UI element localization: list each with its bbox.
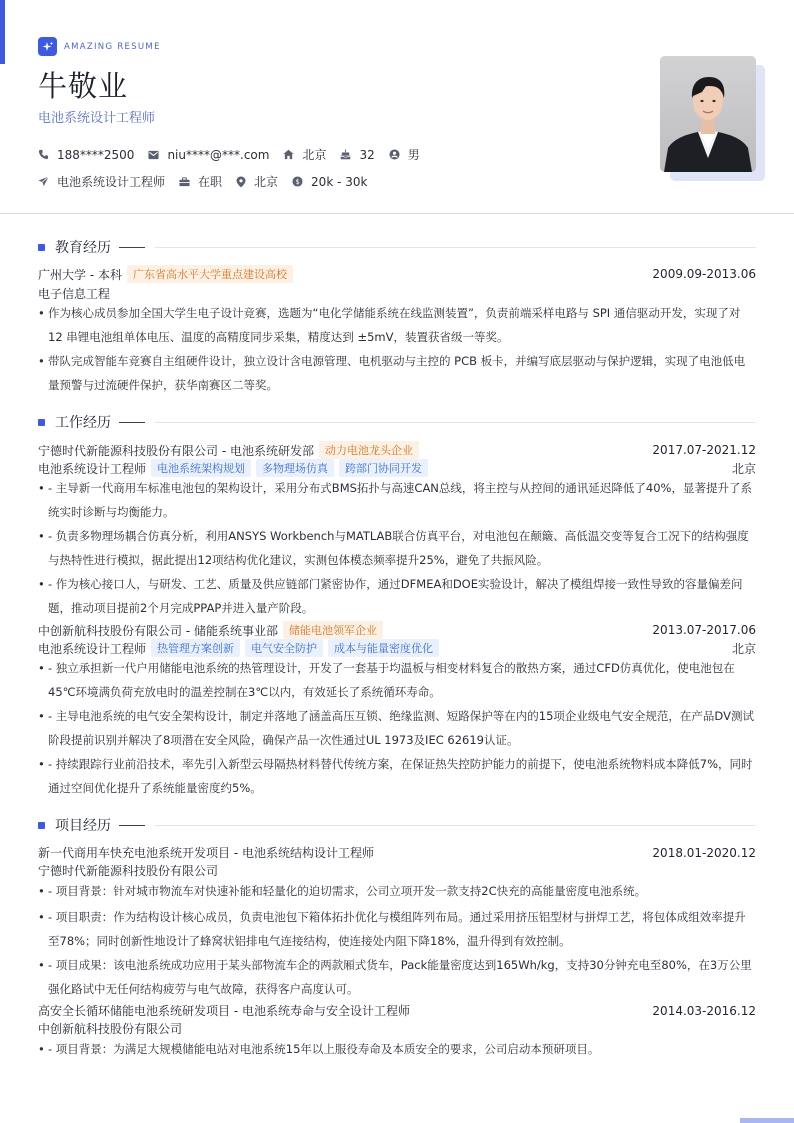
brand-label: AMAZING RESUME [64, 41, 161, 52]
company-name: 宁德时代新能源科技股份有限公司 - 电池系统研发部 [38, 443, 314, 458]
education-bullet: • 带队完成智能车竞赛自主组硬件设计，独立设计含电源管理、电机驱动与主控的 PCB 板卡，并编写底层驱动与保护逻辑，实现了电池低电量预警与过流硬件保护，获华南赛区二等奖。 [38, 349, 756, 397]
education-section-title: 教育经历 [55, 240, 111, 256]
major: 电子信息工程 [38, 287, 111, 301]
work-section-header [38, 413, 756, 431]
email-item [148, 148, 269, 162]
education-section-header [38, 238, 756, 256]
work-position-row [38, 459, 756, 477]
skill-tag: 多物理场仿真 [256, 459, 334, 477]
phone-text: 188****2500 [57, 147, 135, 162]
work-entry-header [38, 621, 756, 639]
briefcase-icon [179, 177, 190, 187]
project-name: 新一代商用车快充电池系统开发项目 - 电池系统结构设计工程师 [38, 846, 374, 860]
work-entry-header [38, 441, 756, 459]
city-text: 北京 [302, 148, 327, 162]
home-icon [283, 149, 294, 160]
phone-icon [38, 149, 49, 160]
company-tag: 储能电池领军企业 [283, 621, 383, 639]
email-text: niu****@***.com [167, 147, 270, 162]
candidate-title: 电池系统设计工程师 [38, 111, 156, 126]
skill-tag: 成本与能量密度优化 [328, 639, 439, 657]
work-bullet: • - 持续跟踪行业前沿技术，率先引入新型云母隔热材料替代传统方案，在保证热失控防护能力的前提下，使电池系统物料成本降低7%，同时通过空间优化提升了系统能量密度约5%。 [38, 752, 756, 800]
bottom-accent-bar [740, 1118, 794, 1123]
age-item [340, 148, 374, 162]
job-intent-row [38, 173, 381, 190]
project-entry-header [38, 1002, 756, 1019]
company-name: 中创新航科技股份有限公司 - 储能系统事业部 [38, 623, 278, 638]
project-date: 2018.01-2020.12 [652, 845, 756, 860]
candidate-name: 牛敬业 [38, 69, 129, 103]
avatar [660, 56, 756, 172]
target-city-text: 北京 [254, 175, 279, 189]
phone-item [38, 148, 134, 162]
svg-text:$: $ [295, 177, 300, 186]
header-divider [0, 213, 794, 214]
sparkle-icon [38, 37, 57, 56]
school-name: 广州大学 - 本科 [38, 267, 122, 282]
status-item [179, 173, 222, 190]
education-bullet: • 作为核心成员参加全国大学生电子设计竞赛，选题为“电化学储能系统在线监测装置”，负责前端采样电路与 SPI 通信驱动开发，实现了对 12 串锂电池组单体电压、温度的高精度同步采集，精度达到 ±5mV，装置获省级一等奖。 [38, 301, 756, 349]
work-bullet: • - 负责多物理场耦合仿真分析，利用ANSYS Workbench与MATLAB联合仿真平台，对电池包在颠簸、高低温交变等复合工况下的结构强度与热特性进行模拟，据此提出12项结构优化建议，实测包体模态频率提升25%，避免了共振风险。 [38, 524, 756, 572]
work-city: 北京 [731, 461, 756, 476]
work-date: 2013.07-2017.06 [652, 623, 756, 637]
project-bullet: • - 项目职责：作为结构设计核心成员，负责电池包下箱体拓扑优化与模组阵列布局。通过采用挤压铝型材与拼焊工艺，将包体成组效率提升至78%；同时创新性地设计了蜂窝状铝排电气连接结构，使连接处内阻下降18%，温升得到有效控制。 [38, 905, 756, 953]
work-position-row [38, 639, 756, 657]
status-text: 在职 [198, 175, 223, 189]
money-icon [292, 176, 303, 187]
work-bullet: • - 主导电池系统的电气安全架构设计，制定并落地了涵盖高压互锁、绝缘监测、短路保护等在内的15项企业级电气安全规范，在产品DV测试阶段提前识别并解决了8项潜在安全风险，确保产品一次性通过UL 1973及IEC 62619认证。 [38, 704, 756, 752]
brand [38, 37, 161, 56]
education-date: 2009.09-2013.06 [652, 267, 756, 281]
school-tag: 广东省高水平大学重点建设高校 [127, 265, 293, 283]
project-company-row [38, 1020, 756, 1037]
projects-section-header [38, 816, 756, 834]
project-bullet: • - 项目背景：针对城市物流车对快速补能和轻量化的迫切需求，公司立项开发一款支持2C快充的高能量密度电池系统。 [38, 879, 756, 903]
work-bullet: • - 独立承担新一代户用储能电池系统的热管理设计，开发了一套基于均温板与相变材料复合的散热方案，通过CFD仿真优化，使电池包在45℃环境满负荷充放电时的温差控制在3℃以内，有效延长了系统循环寿命。 [38, 656, 756, 704]
skill-tag: 电气安全防护 [245, 639, 323, 657]
age-text: 32 [359, 147, 375, 162]
gender-item [389, 146, 420, 163]
project-date: 2014.03-2016.12 [652, 1003, 756, 1018]
work-bullet: • - 主导新一代商用车标准电池包的架构设计，采用分布式BMS拓扑与高速CAN总线，将主控与从控间的通讯延迟降低了40%，显著提升了系统实时诊断与均衡能力。 [38, 476, 756, 524]
send-icon [38, 176, 49, 187]
contact-row [38, 146, 434, 163]
target-position-item [38, 173, 165, 190]
project-company: 中创新航科技股份有限公司 [38, 1022, 183, 1036]
education-entry-header [38, 265, 756, 283]
salary-text: 20k - 30k [311, 174, 368, 189]
projects-section-title: 项目经历 [55, 818, 111, 834]
target-position-text: 电池系统设计工程师 [57, 175, 166, 189]
project-entry-header [38, 844, 756, 861]
project-company: 宁德时代新能源科技股份有限公司 [38, 864, 219, 878]
mail-icon [148, 150, 159, 160]
project-bullet: • - 项目成果：该电池系统成功应用于某头部物流车企的两款厢式货车，Pack能量密度达到165Wh/kg，支持30分钟充电至80%，在3万公里强化路试中无任何结构疲劳与电气故障，获得客户高度认可。 [38, 953, 756, 1001]
gender-text: 男 [407, 148, 420, 162]
user-icon [389, 149, 400, 160]
position: 电池系统设计工程师 [38, 641, 147, 656]
skill-tag: 热管理方案创新 [151, 639, 240, 657]
company-tag: 动力电池龙头企业 [319, 441, 419, 459]
skill-tag: 跨部门协同开发 [339, 459, 428, 477]
work-section-title: 工作经历 [55, 415, 111, 431]
left-accent-bar [0, 0, 5, 64]
location-pin-icon [236, 176, 246, 188]
work-date: 2017.07-2021.12 [652, 443, 756, 457]
target-city-item [236, 173, 278, 190]
profile-photo [660, 56, 765, 181]
work-city: 北京 [731, 641, 756, 656]
salary-item [292, 175, 367, 189]
education-major-row [38, 285, 756, 302]
project-company-row [38, 862, 756, 879]
project-bullet: • - 项目背景：为满足大规模储能电站对电池系统15年以上服役寿命及本质安全的要求，公司启动本预研项目。 [38, 1037, 756, 1061]
cake-icon [340, 149, 351, 160]
city-item [283, 146, 326, 163]
position: 电池系统设计工程师 [38, 461, 147, 476]
project-name: 高安全长循环储能电池系统研发项目 - 电池系统寿命与安全设计工程师 [38, 1004, 410, 1018]
skill-tag: 电池系统架构规划 [151, 459, 251, 477]
work-bullet: • - 作为核心接口人，与研发、工艺、质量及供应链部门紧密协作，通过DFMEA和DOE实验设计，解决了模组焊接一致性导致的容量偏差问题，推动项目提前2个月完成PPAP并进入量产阶段。 [38, 572, 756, 620]
